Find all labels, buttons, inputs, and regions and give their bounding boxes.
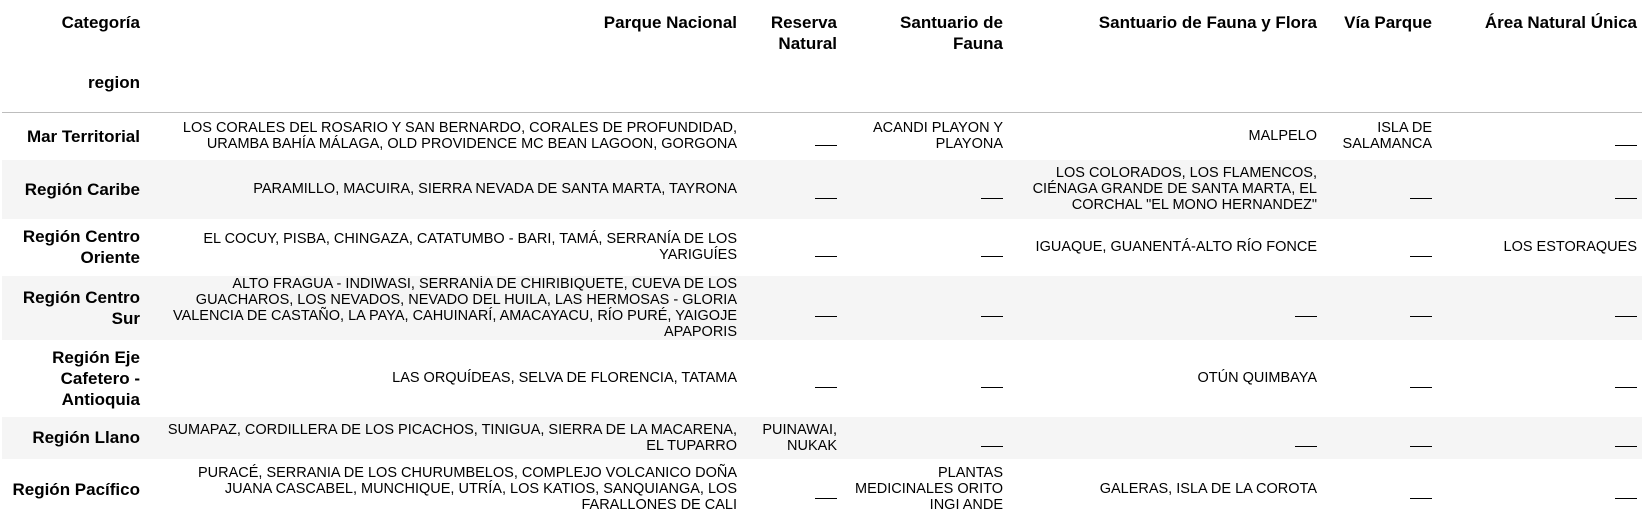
empty-dash — [981, 246, 1003, 257]
row-region-label: Región Pacífico — [12, 479, 140, 499]
table-row — [2, 160, 1642, 219]
header-parque-nacional: Parque Nacional — [603, 13, 737, 32]
empty-dash — [1615, 188, 1637, 199]
row-region-label: Región Caribe — [24, 179, 140, 199]
empty-cell — [1008, 276, 1322, 340]
empty-cell — [1437, 459, 1642, 520]
empty-cell — [1322, 160, 1437, 219]
empty-cell — [842, 219, 1008, 276]
table-cell: PURACÉ, SERRANIA DE LOS CHURUMBELOS, COMPLEJO VOLCANICO DOÑA JUANA CASCABEL, MUNCHIQUE, UTRÍA, LOS KATIOS, SANQUIANGA, LOS FARALLONES DE CALI — [197, 465, 737, 513]
header-spacer — [742, 72, 842, 113]
empty-cell — [1437, 160, 1642, 219]
header-spacer — [145, 72, 742, 113]
table-cell: LOS ESTORAQUES — [1503, 239, 1637, 255]
table-header — [2, 0, 1642, 113]
table-cell: ACANDI PLAYON Y PLAYONA — [872, 120, 1003, 153]
empty-cell — [842, 276, 1008, 340]
row-region-label: Región Centro Oriente — [22, 227, 140, 267]
header-area-natural-unica: Área Natural Única — [1484, 13, 1637, 32]
empty-dash — [981, 377, 1003, 388]
pivot-table — [2, 0, 1642, 520]
header-santuario-fauna: Santuario de Fauna — [900, 13, 1003, 53]
empty-cell — [842, 417, 1008, 459]
empty-dash — [1615, 306, 1637, 317]
empty-cell — [742, 340, 842, 417]
empty-cell — [742, 160, 842, 219]
header-spacer — [1008, 72, 1322, 113]
table-cell: OTÚN QUIMBAYA — [1197, 370, 1317, 386]
row-region-label: Región Centro Sur — [22, 287, 140, 328]
table-cell: LOS COLORADOS, LOS FLAMENCOS, CIÉNAGA GRANDE DE SANTA MARTA, EL CORCHAL "EL MONO HERNANDEZ" — [1032, 165, 1317, 213]
empty-dash — [1410, 246, 1432, 257]
table-cell: PUINAWAI, NUKAK — [762, 421, 837, 454]
table-cell: IGUAQUE, GUANENTÁ-ALTO RÍO FONCE — [1035, 239, 1317, 255]
row-region-label: Región Llano — [32, 428, 140, 447]
empty-dash — [815, 488, 837, 499]
header-reserva-natural: Reserva Natural — [770, 13, 837, 53]
empty-dash — [1410, 377, 1432, 388]
empty-dash — [981, 306, 1003, 317]
table-cell: LAS ORQUÍDEAS, SELVA DE FLORENCIA, TATAMA — [392, 370, 737, 386]
header-spacer — [1322, 72, 1437, 113]
table-cell: PLANTAS MEDICINALES ORITO INGI ANDE — [855, 465, 1003, 513]
empty-dash — [1410, 436, 1432, 447]
empty-dash — [815, 246, 837, 257]
columns-axis-label: Categoría — [61, 13, 140, 32]
empty-dash — [1615, 436, 1637, 447]
table-cell: EL COCUY, PISBA, CHINGAZA, CATATUMBO - BARI, TAMÁ, SERRANÍA DE LOS YARIGUÍES — [203, 231, 737, 263]
row-region-label: Mar Territorial — [26, 126, 140, 146]
table-cell: LOS CORALES DEL ROSARIO Y SAN BERNARDO, CORALES DE PROFUNDIDAD, URAMBA BAHÍA MÁLAGA, OLD PROVIDENCE MC BEAN LAGOON, GORGONA — [182, 120, 737, 153]
empty-cell — [1008, 417, 1322, 459]
empty-dash — [1295, 436, 1317, 447]
empty-cell — [842, 160, 1008, 219]
table-cell: SUMAPAZ, CORDILLERA DE LOS PICACHOS, TINIGUA, SIERRA DE LA MACARENA, EL TUPARRO — [167, 421, 737, 454]
empty-dash — [1615, 135, 1637, 146]
table-row — [2, 113, 1642, 160]
empty-dash — [815, 135, 837, 146]
empty-dash — [815, 377, 837, 388]
empty-dash — [1410, 188, 1432, 199]
empty-cell — [742, 219, 842, 276]
empty-cell — [1322, 276, 1437, 340]
header-row-index — [2, 72, 1642, 113]
empty-dash — [1410, 306, 1432, 317]
empty-cell — [1322, 459, 1437, 520]
table-body — [2, 113, 1642, 520]
table-row — [2, 417, 1642, 459]
table-cell: ISLA DE SALAMANCA — [1342, 120, 1432, 153]
table-cell: PARAMILLO, MACUIRA, SIERRA NEVADA DE SANTA MARTA, TAYRONA — [253, 181, 737, 197]
index-axis-label: region — [2, 72, 145, 113]
header-row-columns — [2, 0, 1642, 72]
empty-dash — [1615, 377, 1637, 388]
row-region-label: Región Eje Cafetero - Antioquia — [52, 347, 140, 409]
empty-dash — [1410, 488, 1432, 499]
table-row — [2, 340, 1642, 417]
empty-cell — [1437, 276, 1642, 340]
empty-cell — [1322, 219, 1437, 276]
empty-dash — [981, 436, 1003, 447]
empty-cell — [742, 113, 842, 160]
header-spacer — [842, 72, 1008, 113]
table-row — [2, 459, 1642, 520]
empty-cell — [1437, 417, 1642, 459]
empty-cell — [1437, 113, 1642, 160]
header-santuario-fauna-flora: Santuario de Fauna y Flora — [1098, 13, 1317, 32]
empty-dash — [815, 188, 837, 199]
table-row — [2, 276, 1642, 340]
empty-cell — [742, 459, 842, 520]
header-spacer — [1437, 72, 1642, 113]
table-cell: GALERAS, ISLA DE LA COROTA — [1099, 481, 1317, 497]
empty-dash — [1615, 488, 1637, 499]
empty-dash — [1295, 306, 1317, 317]
header-via-parque: Vía Parque — [1344, 13, 1432, 32]
empty-dash — [981, 188, 1003, 199]
empty-cell — [742, 276, 842, 340]
table-row — [2, 219, 1642, 276]
empty-dash — [815, 306, 837, 317]
empty-cell — [1322, 417, 1437, 459]
table-cell: ALTO FRAGUA - INDIWASI, SERRANÍA DE CHIRIBIQUETE, CUEVA DE LOS GUACHAROS, LOS NEVADOS, NEVADO DEL HUILA, LAS HERMOSAS - GLORIA VALENCIA DE CASTAÑO, LA PAYA, CAHUINARÍ, AMACAYACU, RÍO PURÉ, YAIGOJE APAPORIS — [172, 275, 737, 340]
table-cell: MALPELO — [1248, 128, 1317, 145]
empty-cell — [1437, 340, 1642, 417]
empty-cell — [842, 340, 1008, 417]
empty-cell — [1322, 340, 1437, 417]
